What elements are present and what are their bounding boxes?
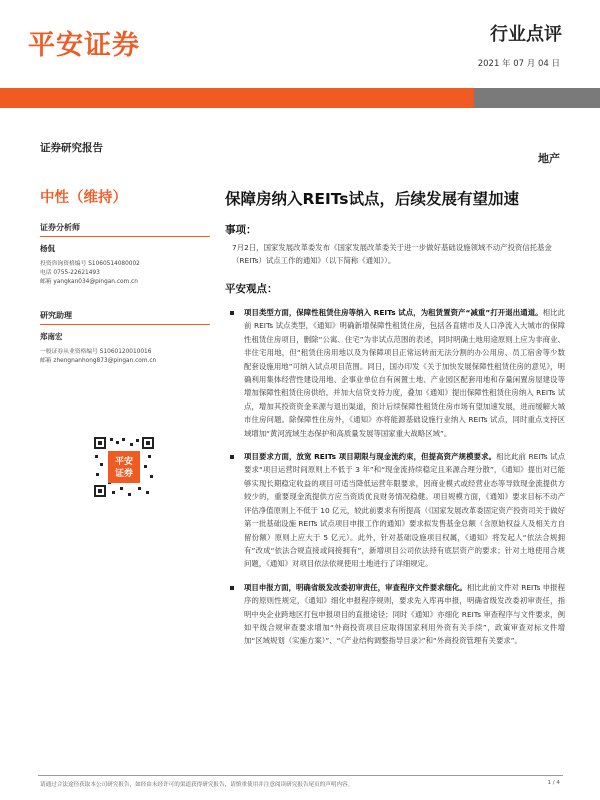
header-bar [0, 88, 600, 108]
qr-code-icon [92, 435, 156, 499]
list-item [230, 581, 565, 648]
viewpoint-list [230, 306, 565, 658]
footer-divider [38, 775, 563, 776]
footer-disclaimer: 请通过合法途径获取本公司研究报告，如经由未经许可的渠道获得研究报告，请慎重使用并注意阅读研究报告尾页的声明内容。 [40, 782, 354, 788]
divider [40, 324, 210, 325]
sector-label: 地产 [538, 152, 560, 165]
assistant-detail: 一般证券从业资格编号 S1060120010016 [40, 349, 152, 355]
event-heading: 事项： [225, 224, 257, 236]
rating: 中性（维持） [40, 190, 127, 206]
brand-logo: 平安证券 [28, 30, 140, 61]
bullet-text: 相比此前 REITs 试点要求“项目运营时间原则上不低于 3 年”和“现金流持续稳定且来源合理分散”，《通知》提出对已能够实现长期稳定收益的项目可适当降低运营年限要求，因商业模式或经营业态等导致现金流提供方较少的，重要现金流提供方应当资质优良财务情况稳健。项目规模方面，《通知》要求目标不动产评估净值原则上不低于 10 亿元，较此前要求有所提高（《国家发展改革委固定资产投资司关于做好第一批基础设施 REITs 试点项目申报工作的通知》要求拟发售基金总额（含原始权益人及相关方自留份额）原则上应大于 5 亿元）。此外，针对基础设施项目权属，《通知》将发起人“依法合规拥有”改成“依法合规直接或间接拥有”，新增项目公司依法持有底层资产的要求；针对土地使用合规问题，《通知》对项目依法依规使用土地进行了详细规定。 [244, 452, 565, 569]
svg-text:平安: 平安 [114, 457, 134, 467]
bullet-square-icon [230, 455, 234, 459]
sidebar [40, 140, 215, 364]
assistant-section [40, 310, 210, 366]
list-item [230, 306, 565, 440]
header-bar-tab [474, 88, 600, 108]
bullet-square-icon [230, 586, 234, 590]
report-headline: 保障房纳入REITs试点，后续发展有望加速 [225, 190, 520, 208]
view-heading: 平安观点： [225, 283, 278, 295]
sidebar-title: 证券研究报告 [40, 142, 103, 154]
page-number: 1 / 4 [547, 780, 560, 786]
bullet-square-icon [230, 311, 234, 315]
analyst-heading: 证券分析师 [40, 223, 80, 232]
report-type: 行业点评 [490, 24, 562, 45]
bullet-text: 相比此前 REITs 试点类型，《通知》明确新增保障性租赁住房，包括各直辖市及人口净流入大城市的保障性租赁住房项目，删除“公寓、住宅”为非试点范围的表述，同时明确土地用途原则上应为非商业、非住宅用地，但“租赁住房用地以及为保障项目正常运转而无法分割的办公用房、员工宿舍等少数配套设施用地”可纳入试点项目范围。同日，国办印发《关于加快发展保障性租赁住房的意见》，明确利用集体经营性建设用地、企事业单位自有闲置土地、产业园区配套用地和存量闲置房屋建设等增加保障性租赁住房供给，并加大信贷支持力度，叠加《通知》提出保障性租赁住房纳入 REITs 试点，增加其投资资金来源与退出渠道，预计后续保障性租赁住房市场有望加速发展，进而缓解大城市住房问题。除保障性住房外，《通知》亦将能源基础设施行业纳入 REITs 试点，同时重点支持区域增加“黄河流域生态保护和高质量发展等国家重大战略区域”。 [244, 308, 565, 438]
assistant-email[interactable]: 邮箱 zhengnanhong873@pingan.com.cn [40, 358, 157, 364]
bullet-lead: 项目类型方面，保障性租赁住房等纳入 REITs 试点，为租赁置资产“减重”打开退出通道。 [244, 308, 543, 317]
analyst-section [40, 222, 210, 287]
divider [40, 236, 210, 237]
analyst-email[interactable]: 邮箱 yangkan034@pingan.com.cn [40, 279, 138, 285]
assistant-name: 郑南宏 [40, 332, 63, 341]
bullet-lead: 项目申报方面，明确省级发改委初审责任，审查程序文件要求细化。 [244, 582, 467, 592]
assistant-heading: 研究助理 [40, 311, 72, 320]
bullet-lead: 项目要求方面，放宽 REITs 项目期限与现金流约束，但提高资产规模要求。 [244, 452, 497, 462]
analyst-detail: 电话 0755-22621493 [40, 270, 100, 276]
list-item [230, 450, 565, 571]
event-text: 7月2日，国家发展改革委发布《国家发展改革委关于进一步做好基础设施领域不动产投资信托基金（REITs）试点工作的通知》（以下简称《通知》）。 [232, 243, 552, 265]
report-date: 2021 年 07 月 04 日 [477, 59, 560, 69]
bullet-text: 相比此前文件对 REITs 申报程序的原则性规定，《通知》细化申报程序规则，要求先入库再申报，明确省级发改委初审责任，指明中央企业跨地区打包申报项目的直报途径；同时《通知》亦细化 REITs 审查程序与文件要求，例如平级合规审查要求增加“外商投资项目应取得国家利用外资有关手续”，政策审查对标文件增加“区域规划（实施方案）”、“《产业结构调整指导目录》”和“外商投资管理有关要求”。 [244, 582, 565, 646]
analyst-detail: 投资咨询资格编号 S1060514080002 [40, 261, 140, 267]
analyst-name: 杨侃 [40, 244, 55, 253]
svg-text:证券: 证券 [114, 469, 134, 479]
